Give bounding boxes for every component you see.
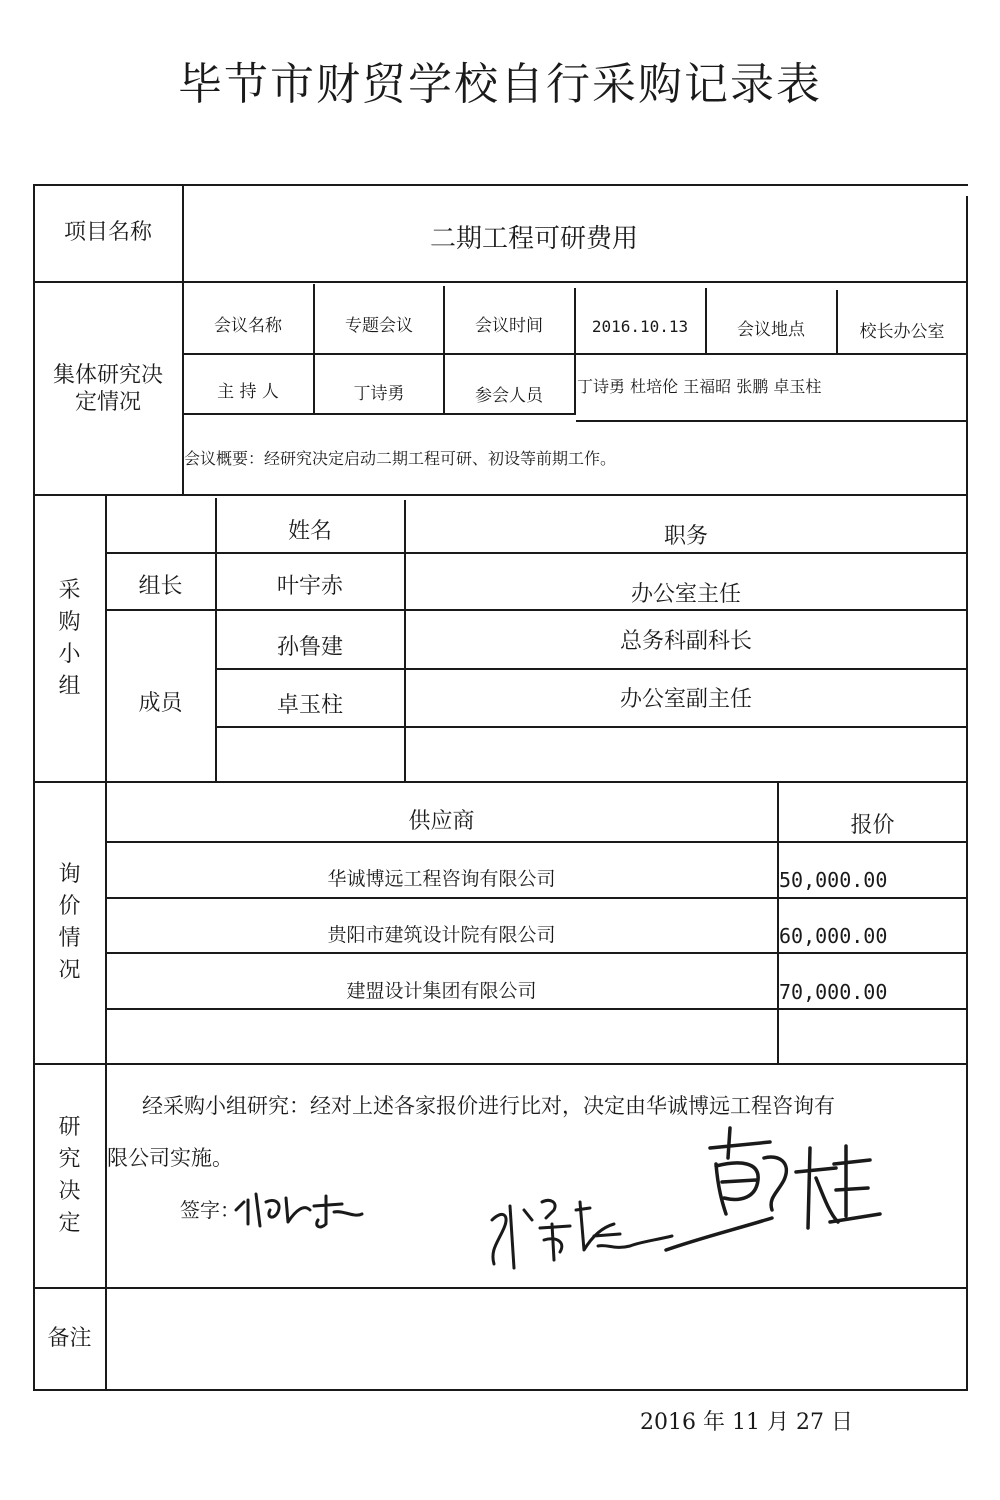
group-member-2-duty: 办公室副主任 bbox=[619, 687, 752, 713]
frame-bottom-line bbox=[33, 1389, 968, 1391]
meeting-name-label: 会议名称 bbox=[214, 316, 282, 337]
meeting-attendees-value: 丁诗勇 杜培伦 王福昭 张鹏 卓玉柱 bbox=[577, 377, 822, 396]
group-member-label: 成员 bbox=[138, 691, 183, 717]
group-section-label: 采购小组 bbox=[58, 578, 81, 699]
quotes-section-label: 询价情况 bbox=[58, 862, 81, 983]
quotes-supplier-header: 供应商 bbox=[408, 809, 475, 835]
meeting-summary: 会议概要：经研究决定启动二期工程可研、初设等前期工作。 bbox=[184, 449, 617, 468]
signature-sun-lujian bbox=[480, 1180, 680, 1280]
frame-right-line bbox=[966, 196, 968, 1391]
meeting-place-value: 校长办公室 bbox=[859, 322, 945, 343]
group-section-bottom-line bbox=[33, 781, 968, 783]
quote-row-2-supplier: 贵阳市建筑设计院有限公司 bbox=[327, 924, 556, 947]
meeting-section-label: 集体研究决定情况 bbox=[52, 362, 163, 415]
meeting-attendees-label: 参会人员 bbox=[475, 386, 543, 407]
decision-section-bottom-line bbox=[33, 1287, 968, 1289]
meeting-time-label: 会议时间 bbox=[475, 316, 543, 337]
group-duty-header: 职务 bbox=[663, 524, 708, 550]
project-name-label: 项目名称 bbox=[63, 220, 152, 246]
project-name-value: 二期工程可研费用 bbox=[429, 223, 638, 254]
remarks-label: 备注 bbox=[47, 1326, 92, 1352]
quotes-price-header: 报价 bbox=[850, 813, 895, 839]
meeting-name-value: 专题会议 bbox=[345, 316, 413, 337]
decision-section-label: 研究决定 bbox=[58, 1115, 81, 1236]
meeting-host-label: 主 持 人 bbox=[217, 382, 279, 403]
decision-sign-label: 签字： bbox=[180, 1197, 240, 1222]
meeting-section-bottom-line bbox=[33, 494, 968, 496]
signature-zhuo-yuzhu bbox=[660, 1118, 890, 1268]
meeting-row-line-2b bbox=[576, 420, 968, 422]
group-member-2-name: 卓玉柱 bbox=[276, 693, 343, 719]
meeting-time-value: 2016.10.13 bbox=[591, 317, 689, 336]
quote-row-1-price: 50,000.00 bbox=[779, 867, 888, 892]
record-date: 2016 年 11 月 27 日 bbox=[640, 1410, 853, 1435]
quote-row-2-price: 60,000.00 bbox=[779, 923, 888, 948]
group-leader-name: 叶宇赤 bbox=[276, 574, 343, 600]
meeting-place-label: 会议地点 bbox=[737, 320, 805, 341]
form-title: 毕节市财贸学校自行采购记录表 bbox=[178, 59, 822, 110]
signature-ye-yuchi bbox=[230, 1180, 370, 1240]
group-name-header: 姓名 bbox=[287, 519, 332, 545]
quote-row-1-supplier: 华诚博远工程咨询有限公司 bbox=[327, 868, 556, 891]
quotes-section-bottom-line bbox=[33, 1063, 968, 1065]
quote-row-3-supplier: 建盟设计集团有限公司 bbox=[346, 980, 537, 1003]
meeting-host-value: 丁诗勇 bbox=[353, 384, 405, 405]
group-leader-duty: 办公室主任 bbox=[630, 582, 741, 608]
group-member-1-name: 孙鲁建 bbox=[276, 635, 343, 661]
decision-text-line-2: 限公司实施。 bbox=[107, 1145, 233, 1170]
quote-row-3-price: 70,000.00 bbox=[779, 979, 888, 1004]
group-leader-label: 组长 bbox=[138, 574, 183, 600]
decision-text-line-1: 经采购小组研究：经对上述各家报价进行比对，决定由华诚博远工程咨询有 bbox=[142, 1093, 835, 1118]
group-member-1-duty: 总务科副科长 bbox=[619, 629, 752, 655]
